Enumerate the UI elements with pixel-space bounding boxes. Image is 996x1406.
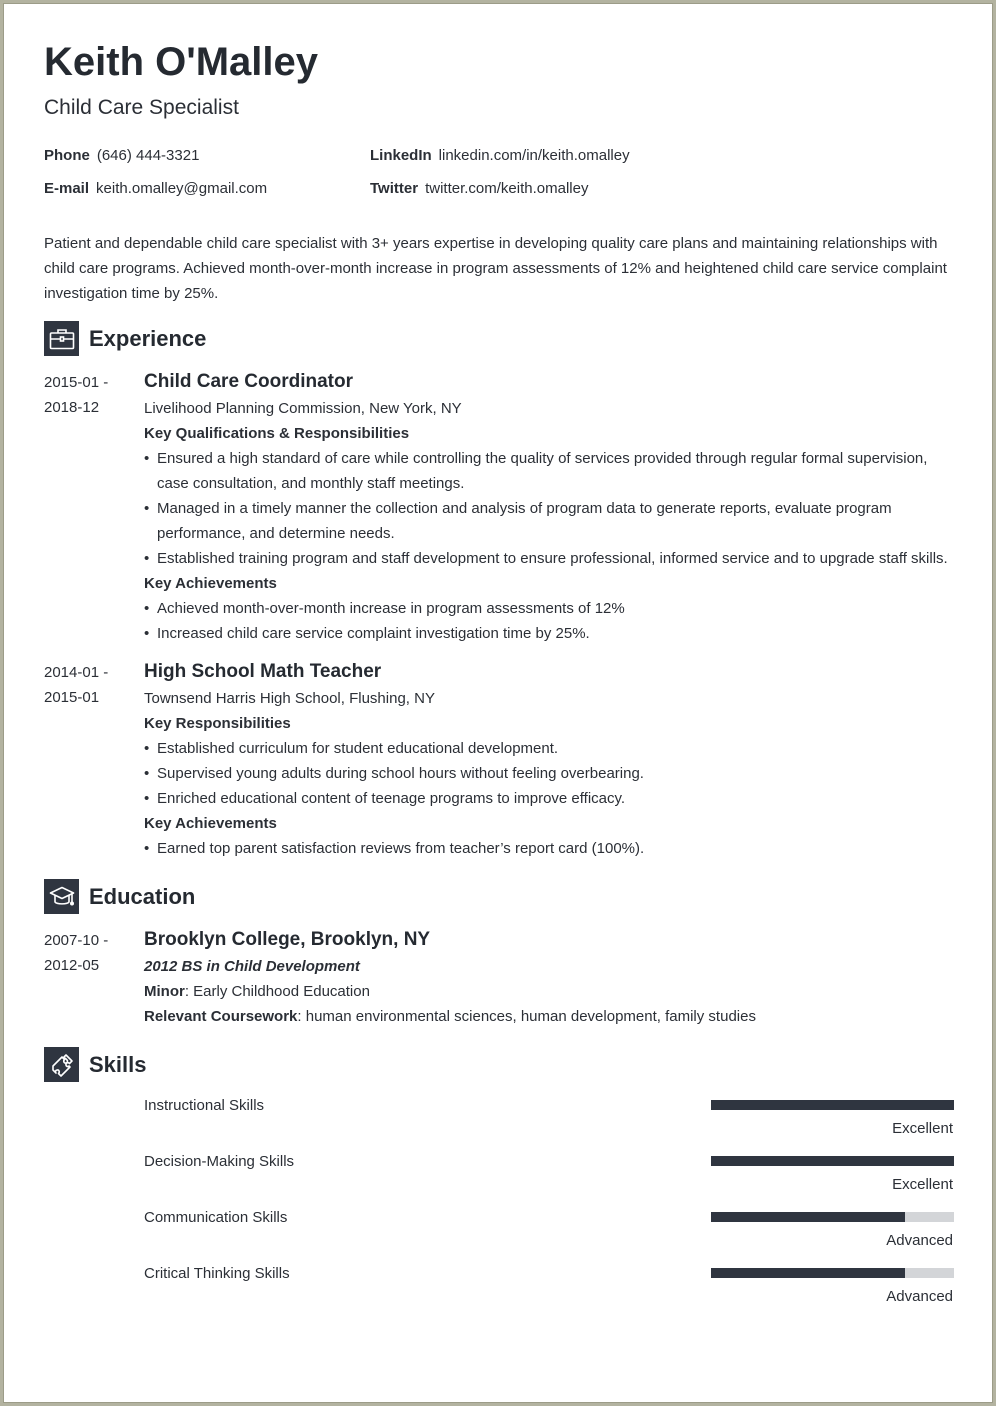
contact-phone	[44, 147, 199, 164]
section-title-skills: Skills	[89, 1052, 147, 1077]
skill-bar-fill	[711, 1212, 905, 1222]
twitter-label: Twitter	[370, 180, 419, 197]
resume-page	[3, 3, 993, 1403]
skill-bar	[711, 1100, 954, 1110]
experience-1	[144, 367, 959, 646]
briefcase-icon	[44, 321, 79, 356]
coursework-value: : human environmental sciences, human development, family studies	[297, 1008, 756, 1025]
experience-1-dates	[44, 370, 134, 420]
skill-bar-fill	[711, 1268, 905, 1278]
skill-name: Communication Skills	[144, 1209, 288, 1226]
experience-1-org: Livelihood Planning Commission, New York, NY	[144, 400, 462, 417]
experience-2	[144, 657, 959, 861]
linkedin-label: LinkedIn	[370, 147, 432, 164]
section-title-experience: Experience	[89, 326, 207, 351]
list-item: • Achieved month-over-month increase in program assessments of 12%	[144, 596, 959, 621]
list-item: • Earned top parent satisfaction reviews from teacher’s report card (100%).	[144, 836, 959, 861]
education-date-end: 2012-05	[44, 957, 100, 974]
contact-email	[44, 180, 267, 197]
experience-2-ach-heading: Key Achievements	[144, 815, 277, 832]
experience-2-date-start: 2014-01 -	[44, 664, 109, 681]
email-value[interactable]: keith.omalley@gmail.com	[96, 180, 268, 197]
experience-2-role: High School Math Teacher	[144, 661, 382, 682]
experience-2-dates	[44, 660, 134, 710]
experience-1-ach-list	[144, 596, 959, 646]
list-item: • Established curriculum for student educational development.	[144, 736, 959, 761]
job-title: Child Care Specialist	[44, 96, 239, 119]
skill-level: Excellent	[892, 1120, 953, 1137]
skill-bar	[711, 1268, 954, 1278]
minor-value: : Early Childhood Education	[184, 983, 370, 1000]
experience-1-role: Child Care Coordinator	[144, 371, 354, 392]
skill-bar-fill	[711, 1100, 954, 1110]
skill-name: Critical Thinking Skills	[144, 1265, 290, 1282]
skill-bar-fill	[711, 1156, 954, 1166]
education-coursework	[144, 1004, 959, 1029]
experience-2-resp-heading: Key Responsibilities	[144, 715, 291, 732]
education-minor	[144, 979, 959, 1004]
minor-label: Minor	[144, 983, 185, 1000]
skill-level: Advanced	[886, 1288, 953, 1305]
list-item: • Increased child care service complaint investigation time by 25%.	[144, 621, 959, 646]
skill-level: Excellent	[892, 1176, 953, 1193]
skill-name: Instructional Skills	[144, 1097, 265, 1114]
phone-label: Phone	[44, 147, 90, 164]
experience-1-date-end: 2018-12	[44, 399, 100, 416]
experience-2-ach-list	[144, 836, 959, 861]
experience-2-date-end: 2015-01	[44, 689, 100, 706]
skill-bar	[711, 1212, 954, 1222]
experience-1-date-start: 2015-01 -	[44, 374, 109, 391]
skill-level: Advanced	[886, 1232, 953, 1249]
graduation-cap-icon	[44, 879, 79, 914]
list-item: • Ensured a high standard of care while controlling the quality of services provided through regular formal supervision, case consultation, and monthly staff meetings.	[144, 446, 959, 496]
experience-1-ach-heading: Key Achievements	[144, 575, 277, 592]
candidate-name: Keith O'Malley	[44, 40, 319, 84]
education-school: Brooklyn College, Brooklyn, NY	[144, 929, 431, 950]
summary: Patient and dependable child care specialist with 3+ years expertise in developing quality care plans and maintaining relationships with child care programs. Achieved month-over-month increase in program assessments of 12% and heightened child care service complaint investigation time by 25%.	[44, 235, 947, 302]
list-item: • Established training program and staff development to ensure professional, informed service and to upgrade staff skills.	[144, 546, 959, 571]
experience-2-org: Townsend Harris High School, Flushing, NY	[144, 690, 435, 707]
list-item: • Enriched educational content of teenage programs to improve efficacy.	[144, 786, 959, 811]
skill-bar	[711, 1156, 954, 1166]
linkedin-value[interactable]: linkedin.com/in/keith.omalley	[438, 147, 630, 164]
contact-twitter	[370, 180, 588, 197]
education-degree: 2012 BS in Child Development	[144, 958, 360, 975]
puzzle-piece-icon	[44, 1047, 79, 1082]
list-item: • Supervised young adults during school hours without feeling overbearing.	[144, 761, 959, 786]
experience-2-resp-list	[144, 736, 959, 811]
contact-linkedin	[370, 147, 630, 164]
section-title-education: Education	[89, 884, 196, 909]
experience-1-resp-heading: Key Qualifications & Responsibilities	[144, 425, 410, 442]
list-item: • Managed in a timely manner the collection and analysis of program data to generate reports, evaluate program performance, and determine needs.	[144, 496, 959, 546]
phone-value: (646) 444-3321	[96, 147, 200, 164]
experience-1-resp-list	[144, 446, 959, 571]
education-dates	[44, 928, 134, 978]
email-label: E-mail	[44, 180, 90, 197]
twitter-value[interactable]: twitter.com/keith.omalley	[425, 180, 589, 197]
coursework-label: Relevant Coursework	[144, 1008, 298, 1025]
education-entry	[144, 925, 959, 1029]
skill-name: Decision-Making Skills	[144, 1153, 295, 1170]
education-date-start: 2007-10 -	[44, 932, 109, 949]
